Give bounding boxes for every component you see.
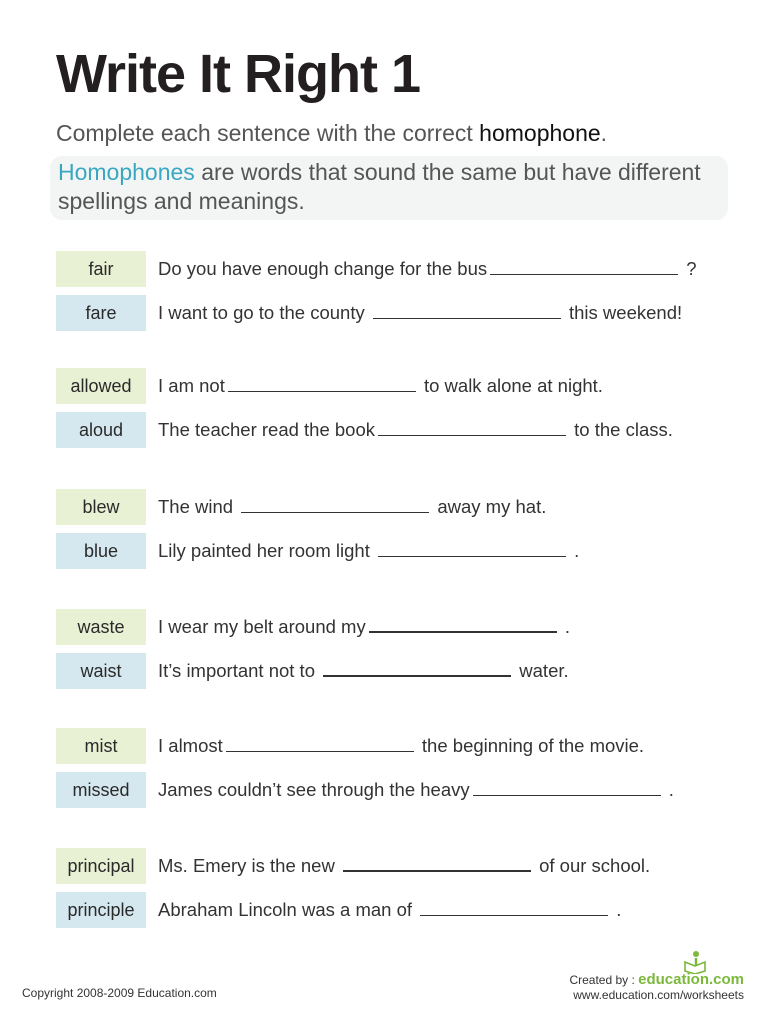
word-chip: mist [56, 728, 146, 764]
answer-blank[interactable] [373, 298, 561, 319]
answer-blank[interactable] [226, 731, 414, 752]
homophone-pair-3 [56, 489, 736, 577]
answer-blank[interactable] [420, 895, 608, 916]
sentence [158, 653, 569, 689]
homophone-pair-4 [56, 609, 736, 697]
created-by-label: Created by : [569, 973, 639, 987]
answer-blank[interactable] [378, 415, 566, 436]
instructions-end: . [600, 120, 608, 146]
answer-blank[interactable] [490, 254, 678, 275]
instructions-text: Complete each sentence with the correct [56, 120, 480, 146]
sentence-row [56, 412, 736, 448]
definition-term: Homophones [58, 159, 195, 185]
answer-blank[interactable] [473, 775, 661, 796]
sentence-end: of our school. [533, 855, 651, 876]
sentence-end: . [559, 616, 570, 637]
sentence-row [56, 892, 736, 928]
sentence-end: to the class. [569, 419, 673, 440]
sentence-end: water. [514, 660, 569, 681]
sentence-end: . [663, 779, 674, 800]
sentence [158, 728, 644, 764]
instructions-highlight: homophone [479, 120, 601, 146]
word-chip: allowed [56, 368, 146, 404]
definition-text: are words that sound the same but have different spellings and meanings. [58, 159, 701, 214]
sentence-row [56, 772, 736, 808]
homophone-pair-5 [56, 728, 736, 816]
sentence [158, 368, 603, 404]
sentence-end: to walk alone at night. [418, 375, 603, 396]
sentence-end: . [611, 899, 622, 920]
sentence-end: the beginning of the movie. [416, 735, 645, 756]
answer-blank[interactable] [228, 371, 416, 392]
sentence-start: James couldn’t see through the heavy [158, 779, 470, 800]
word-chip: waist [56, 653, 146, 689]
sentence-start: I am not [158, 375, 225, 396]
sentence-end: this weekend! [563, 302, 683, 323]
credit-line [569, 972, 744, 988]
sentence-row [56, 653, 736, 689]
credit-block [569, 972, 744, 1003]
word-chip: blue [56, 533, 146, 569]
sentence-end: . [568, 540, 580, 561]
sentence-row [56, 251, 736, 287]
page-title: Write It Right 1 [56, 44, 421, 104]
sentence [158, 772, 674, 808]
word-chip: principle [56, 892, 146, 928]
sentence [158, 295, 682, 331]
word-chip: principal [56, 848, 146, 884]
word-chip: blew [56, 489, 146, 525]
answer-blank[interactable] [378, 536, 566, 557]
sentence-start: Ms. Emery is the new [158, 855, 340, 876]
sentence [158, 533, 579, 569]
worksheets-url[interactable]: www.education.com/worksheets [573, 988, 744, 1002]
answer-blank[interactable] [323, 655, 511, 677]
word-chip: fare [56, 295, 146, 331]
sentence-row [56, 489, 736, 525]
sentence-start: I want to go to the county [158, 302, 370, 323]
sentence-start: It’s important not to [158, 660, 321, 681]
homophone-pair-2 [56, 368, 736, 456]
sentence [158, 609, 570, 645]
sentence-end: away my hat. [432, 496, 547, 517]
education-logo: education.com [638, 971, 744, 988]
sentence [158, 848, 650, 884]
sentence-row [56, 848, 736, 884]
sentence [158, 412, 673, 448]
sentence-start: The teacher read the book [158, 419, 376, 440]
sentence-row [56, 368, 736, 404]
sentence-start: Abraham Lincoln was a man of [158, 899, 418, 920]
answer-blank[interactable] [369, 611, 557, 633]
answer-blank[interactable] [343, 850, 531, 872]
sentence-row [56, 295, 736, 331]
sentence [158, 489, 546, 525]
sentence-start: I wear my belt around my [158, 616, 366, 637]
sentence-row [56, 728, 736, 764]
word-chip: missed [56, 772, 146, 808]
sentence [158, 892, 621, 928]
sentence-start: Do you have enough change for the bus [158, 258, 488, 279]
word-chip: waste [56, 609, 146, 645]
sentence-row [56, 533, 736, 569]
sentence-start: Lily painted her room light [158, 540, 375, 561]
sentence-start: The wind [158, 496, 239, 517]
sentence-row [56, 609, 736, 645]
sentence [158, 251, 697, 287]
sentence-start: I almost [158, 735, 223, 756]
answer-blank[interactable] [241, 492, 429, 513]
copyright-notice: Copyright 2008-2009 Education.com [22, 986, 217, 1000]
instructions [56, 118, 607, 148]
word-chip: fair [56, 251, 146, 287]
word-chip: aloud [56, 412, 146, 448]
homophone-pair-1 [56, 251, 736, 339]
sentence-end: ? [681, 258, 697, 279]
definition-box [50, 156, 728, 220]
homophone-pair-6 [56, 848, 736, 936]
